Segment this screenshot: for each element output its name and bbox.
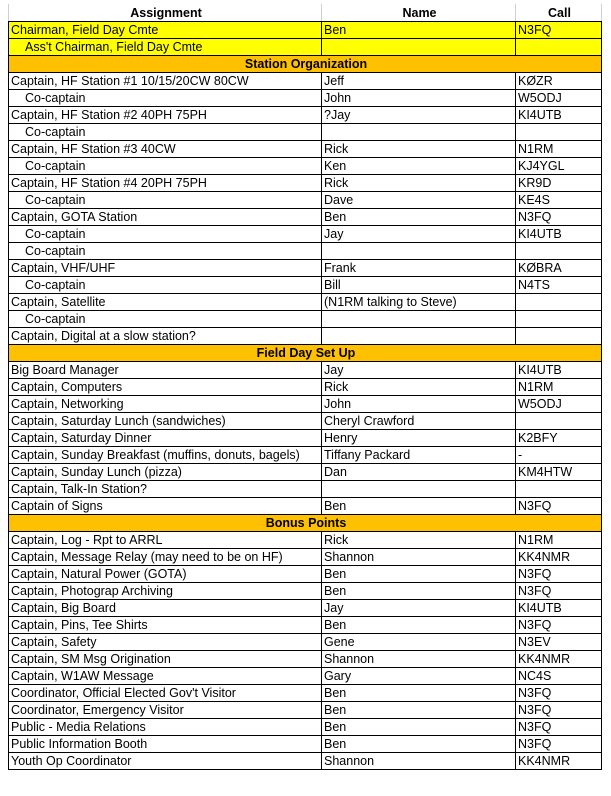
assignment-cell[interactable]: Captain, HF Station #1 10/15/20CW 80CW xyxy=(9,73,322,90)
call-cell[interactable] xyxy=(516,413,602,430)
section-title: Bonus Points xyxy=(9,515,602,532)
table-row xyxy=(9,260,602,277)
name-cell[interactable]: Shannon xyxy=(322,549,516,566)
table-row xyxy=(9,396,602,413)
call-cell[interactable]: N3FQ xyxy=(516,583,602,600)
table-row xyxy=(9,22,602,39)
call-cell[interactable]: W5ODJ xyxy=(516,396,602,413)
table-row xyxy=(9,277,602,294)
name-cell[interactable]: Shannon xyxy=(322,753,516,770)
name-cell[interactable]: Gene xyxy=(322,634,516,651)
call-cell[interactable]: KØBRA xyxy=(516,260,602,277)
name-cell[interactable]: Rick xyxy=(322,175,516,192)
assignment-cell[interactable]: Public Information Booth xyxy=(9,736,322,753)
call-cell[interactable]: KI4UTB xyxy=(516,107,602,124)
assignment-cell[interactable]: Co-captain xyxy=(9,243,322,260)
table-row xyxy=(9,90,602,107)
section-header-row xyxy=(9,515,602,532)
call-cell[interactable]: KK4NMR xyxy=(516,753,602,770)
header-row xyxy=(9,4,602,22)
name-cell[interactable]: Cheryl Crawford xyxy=(322,413,516,430)
table-row xyxy=(9,209,602,226)
table-row xyxy=(9,702,602,719)
assignment-cell[interactable]: Co-captain xyxy=(9,158,322,175)
call-cell[interactable]: KI4UTB xyxy=(516,226,602,243)
table-row xyxy=(9,328,602,345)
assignment-cell[interactable]: Co-captain xyxy=(9,277,322,294)
name-cell[interactable]: Ben xyxy=(322,22,516,39)
assignment-cell[interactable]: Captain, Computers xyxy=(9,379,322,396)
table-row xyxy=(9,685,602,702)
name-cell[interactable]: Ben xyxy=(322,566,516,583)
table-row xyxy=(9,362,602,379)
assignment-column-header: Assignment xyxy=(9,4,322,22)
table-row xyxy=(9,549,602,566)
call-cell[interactable]: N3FQ xyxy=(516,719,602,736)
call-cell[interactable]: N3FQ xyxy=(516,209,602,226)
assignment-cell[interactable]: Captain, SM Msg Origination xyxy=(9,651,322,668)
name-cell[interactable]: Ben xyxy=(322,719,516,736)
call-cell[interactable]: - xyxy=(516,447,602,464)
assignment-cell[interactable]: Captain, Message Relay (may need to be on HF) xyxy=(9,549,322,566)
name-cell[interactable] xyxy=(322,481,516,498)
call-cell[interactable]: N1RM xyxy=(516,532,602,549)
assignment-cell[interactable]: Captain, HF Station #4 20PH 75PH xyxy=(9,175,322,192)
table-row xyxy=(9,141,602,158)
call-cell[interactable]: KØZR xyxy=(516,73,602,90)
table-row xyxy=(9,158,602,175)
assignment-cell[interactable]: Captain, HF Station #2 40PH 75PH xyxy=(9,107,322,124)
table-row xyxy=(9,498,602,515)
table-row xyxy=(9,413,602,430)
table-row xyxy=(9,481,602,498)
table-row xyxy=(9,39,602,56)
assignment-cell[interactable]: Captain, Pins, Tee Shirts xyxy=(9,617,322,634)
assignment-cell[interactable]: Captain, Networking xyxy=(9,396,322,413)
assignment-cell[interactable]: Co-captain xyxy=(9,192,322,209)
name-cell[interactable]: Dan xyxy=(322,464,516,481)
call-cell[interactable]: NC4S xyxy=(516,668,602,685)
section-title: Field Day Set Up xyxy=(9,345,602,362)
call-cell[interactable]: N4TS xyxy=(516,277,602,294)
call-cell[interactable]: KI4UTB xyxy=(516,600,602,617)
assignment-cell[interactable]: Co-captain xyxy=(9,124,322,141)
assignment-cell[interactable]: Captain of Signs xyxy=(9,498,322,515)
name-cell[interactable]: Jeff xyxy=(322,73,516,90)
table-row xyxy=(9,124,602,141)
table-row xyxy=(9,532,602,549)
table-row xyxy=(9,668,602,685)
name-cell[interactable] xyxy=(322,328,516,345)
name-cell[interactable]: Ken xyxy=(322,158,516,175)
call-cell[interactable]: N1RM xyxy=(516,141,602,158)
table-row xyxy=(9,73,602,90)
assignment-cell[interactable]: Captain, Satellite xyxy=(9,294,322,311)
call-cell[interactable]: N1RM xyxy=(516,379,602,396)
table-row xyxy=(9,719,602,736)
table-row xyxy=(9,107,602,124)
name-cell[interactable]: Ben xyxy=(322,685,516,702)
assignment-cell[interactable]: Captain, Talk-In Station? xyxy=(9,481,322,498)
name-cell[interactable]: Frank xyxy=(322,260,516,277)
assignment-cell[interactable]: Captain, Sunday Breakfast (muffins, donuts, bagels) xyxy=(9,447,322,464)
name-cell[interactable]: Henry xyxy=(322,430,516,447)
call-cell[interactable] xyxy=(516,39,602,56)
name-cell[interactable] xyxy=(322,311,516,328)
call-cell[interactable]: KE4S xyxy=(516,192,602,209)
name-cell[interactable]: Ben xyxy=(322,617,516,634)
call-cell[interactable]: N3FQ xyxy=(516,736,602,753)
table-row xyxy=(9,192,602,209)
name-cell[interactable] xyxy=(322,39,516,56)
assignment-cell[interactable]: Coordinator, Official Elected Gov't Visitor xyxy=(9,685,322,702)
name-cell[interactable]: (N1RM talking to Steve) xyxy=(322,294,516,311)
section-header-row xyxy=(9,56,602,73)
section-header-row xyxy=(9,345,602,362)
name-cell[interactable]: Ben xyxy=(322,736,516,753)
assignment-cell[interactable]: Captain, Big Board xyxy=(9,600,322,617)
name-cell[interactable]: Tiffany Packard xyxy=(322,447,516,464)
call-cell[interactable]: N3FQ xyxy=(516,685,602,702)
call-cell[interactable] xyxy=(516,328,602,345)
assignment-cell[interactable]: Big Board Manager xyxy=(9,362,322,379)
name-cell[interactable]: Jay xyxy=(322,362,516,379)
name-cell[interactable]: Ben xyxy=(322,702,516,719)
table-row xyxy=(9,753,602,770)
call-cell[interactable] xyxy=(516,294,602,311)
name-cell[interactable]: Shannon xyxy=(322,651,516,668)
assignment-cell[interactable]: Captain, Digital at a slow station? xyxy=(9,328,322,345)
call-cell[interactable]: KI4UTB xyxy=(516,362,602,379)
table-row xyxy=(9,651,602,668)
section-title: Station Organization xyxy=(9,56,602,73)
table-row xyxy=(9,566,602,583)
assignment-cell[interactable]: Captain, W1AW Message xyxy=(9,668,322,685)
name-cell[interactable]: John xyxy=(322,396,516,413)
call-cell[interactable]: KJ4YGL xyxy=(516,158,602,175)
assignment-cell[interactable]: Captain, Sunday Lunch (pizza) xyxy=(9,464,322,481)
assignment-cell[interactable]: Captain, Log - Rpt to ARRL xyxy=(9,532,322,549)
table-row xyxy=(9,311,602,328)
name-cell[interactable]: Rick xyxy=(322,141,516,158)
call-cell[interactable]: N3FQ xyxy=(516,566,602,583)
table-row xyxy=(9,736,602,753)
call-cell[interactable]: W5ODJ xyxy=(516,90,602,107)
call-cell[interactable] xyxy=(516,481,602,498)
name-cell[interactable] xyxy=(322,124,516,141)
name-cell[interactable]: Ben xyxy=(322,583,516,600)
assignment-cell[interactable]: Coordinator, Emergency Visitor xyxy=(9,702,322,719)
call-cell[interactable]: N3FQ xyxy=(516,498,602,515)
name-cell[interactable]: ?Jay xyxy=(322,107,516,124)
table-row xyxy=(9,243,602,260)
table-row xyxy=(9,634,602,651)
call-cell[interactable]: KK4NMR xyxy=(516,651,602,668)
field-day-assignment-table xyxy=(8,4,602,770)
table-row xyxy=(9,464,602,481)
call-cell[interactable]: KR9D xyxy=(516,175,602,192)
name-cell[interactable]: Jay xyxy=(322,600,516,617)
call-cell[interactable]: K2BFY xyxy=(516,430,602,447)
call-column-header: Call xyxy=(516,4,602,22)
table-row xyxy=(9,600,602,617)
name-cell[interactable]: Dave xyxy=(322,192,516,209)
table-row xyxy=(9,294,602,311)
call-cell[interactable]: N3FQ xyxy=(516,702,602,719)
name-cell[interactable]: Ben xyxy=(322,209,516,226)
assignment-cell[interactable]: Co-captain xyxy=(9,226,322,243)
assignment-cell[interactable]: Co-captain xyxy=(9,90,322,107)
table-row xyxy=(9,379,602,396)
assignment-cell[interactable]: Chairman, Field Day Cmte xyxy=(9,22,322,39)
name-cell[interactable]: John xyxy=(322,90,516,107)
call-cell[interactable]: KM4HTW xyxy=(516,464,602,481)
assignment-cell[interactable]: Captain, Natural Power (GOTA) xyxy=(9,566,322,583)
name-cell[interactable]: Rick xyxy=(322,379,516,396)
call-cell[interactable]: N3EV xyxy=(516,634,602,651)
call-cell[interactable] xyxy=(516,311,602,328)
assignment-cell[interactable]: Captain, GOTA Station xyxy=(9,209,322,226)
table-row xyxy=(9,430,602,447)
assignment-cell[interactable]: Captain, Saturday Dinner xyxy=(9,430,322,447)
call-cell[interactable]: KK4NMR xyxy=(516,549,602,566)
call-cell[interactable] xyxy=(516,124,602,141)
assignment-cell[interactable]: Co-captain xyxy=(9,311,322,328)
name-cell[interactable]: Bill xyxy=(322,277,516,294)
assignment-cell[interactable]: Ass't Chairman, Field Day Cmte xyxy=(9,39,322,56)
table-row xyxy=(9,175,602,192)
table-row xyxy=(9,226,602,243)
name-cell[interactable]: Rick xyxy=(322,532,516,549)
name-cell[interactable] xyxy=(322,243,516,260)
table-row xyxy=(9,583,602,600)
table-row xyxy=(9,447,602,464)
call-cell[interactable]: N3FQ xyxy=(516,617,602,634)
assignment-cell[interactable]: Captain, Safety xyxy=(9,634,322,651)
table-body xyxy=(9,22,602,770)
assignment-cell[interactable]: Captain, VHF/UHF xyxy=(9,260,322,277)
call-cell[interactable]: N3FQ xyxy=(516,22,602,39)
table-row xyxy=(9,617,602,634)
call-cell[interactable] xyxy=(516,243,602,260)
name-cell[interactable]: Jay xyxy=(322,226,516,243)
assignment-cell[interactable]: Public - Media Relations xyxy=(9,719,322,736)
name-cell[interactable]: Gary xyxy=(322,668,516,685)
assignment-cell[interactable]: Captain, Saturday Lunch (sandwiches) xyxy=(9,413,322,430)
assignment-cell[interactable]: Captain, Photograp Archiving xyxy=(9,583,322,600)
assignment-cell[interactable]: Youth Op Coordinator xyxy=(9,753,322,770)
name-column-header: Name xyxy=(322,4,516,22)
name-cell[interactable]: Ben xyxy=(322,498,516,515)
assignment-cell[interactable]: Captain, HF Station #3 40CW xyxy=(9,141,322,158)
